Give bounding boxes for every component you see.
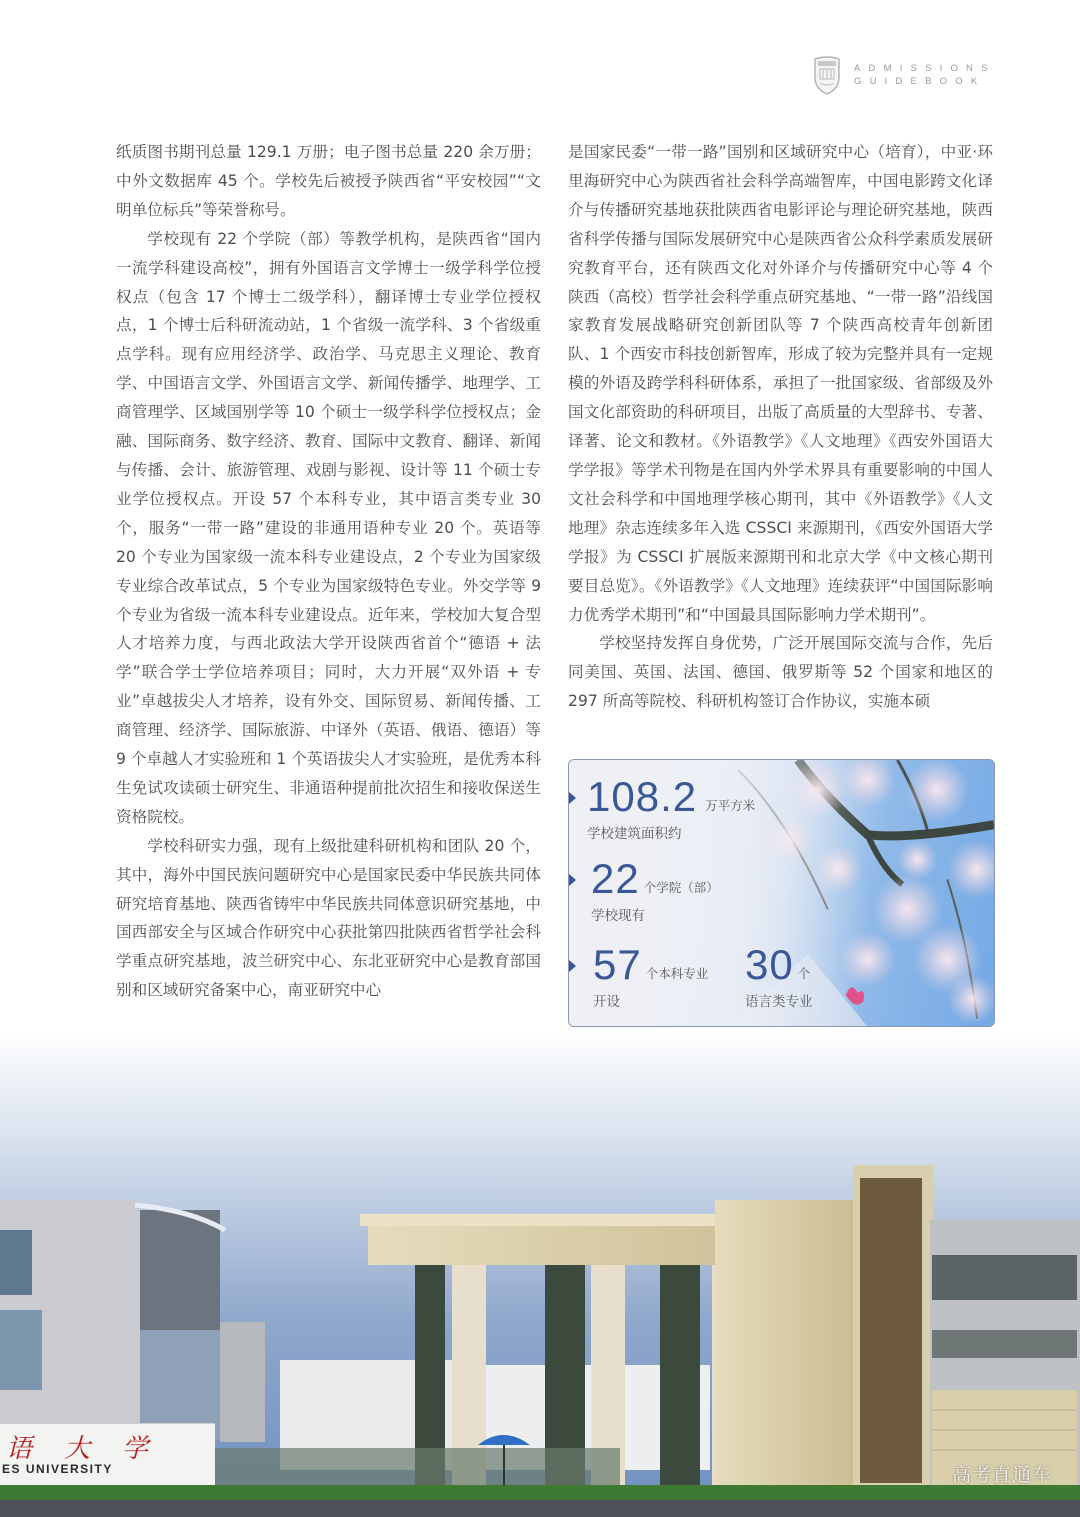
paragraph-academics: 学校现有 22 个学院（部）等教学机构，是陕西省“国内一流学科建设高校”，拥有外国语言文学博士一级学科学位授权点（包含 17 个博士二级学科），翻译博士专业学位授权点，1 个博士后科研流动站，1 个省级一流学科、3 个省级重点学科。现有应用经济学、政治学、马克思主义理论、教育学、中国语言文学、外国语言文学、新闻传播学、地理学、工商管理学、区域国别学等 10 个硕士一级学科学位授权点；金融、国际商务、数字经济、教育、国际中文教育、翻译、新闻与传播、会计、旅游管理、戏剧与影视、设计等 11 个硕士专业学位授权点。开设 57 个本科专业，其中语言类专业 30 个，服务“一带一路”建设的非通用语种专业 20 个。英语等 20 个专业为国家级一流本科专业建设点，2 个专业为国家级专业综合改革试点，5 个专业为国家级特色专业。外交学等 9 个专业为省级一流本科专业建设点。近年来，学校加大复合型人才培养力度，与西北政法大学开设陕西省首个“德语 + 法学”联合学士学位培养项目；同时，大力开展“双外语 + 专业”卓越拔尖人才培养，设有外交、国际贸易、新闻传播、工商管理、经济学、国际旅游、中译外（英语、俄语、德语）等 9 个卓越人才实验班和 1 个英语拔尖人才实验班，是优秀本科生免试攻读硕士研究生、非通语种提前批次招生和接收保送生资格院校。 bbox=[116, 229, 541, 826]
left-text-column bbox=[116, 138, 541, 1005]
stat-building-area bbox=[587, 773, 756, 842]
stat-unit: 万平方米 bbox=[705, 798, 756, 813]
header-line-admissions: ADMISSIONS bbox=[854, 63, 996, 74]
paragraph-research: 学校科研实力强，现有上级批建科研机构和团队 20 个，其中，海外中国民族问题研究中心是国家民委中华民族共同体研究培育基地、陕西省铸牢中华民族共同体意识研究基地，中国西部安全与区域合作研究中心获批第四批陕西省哲学社会科学重点研究基地，波兰研究中心、东北亚研究中心是教育部国别和区域研究备案中心，南亚研究中心 bbox=[116, 836, 541, 1000]
university-crest-icon bbox=[812, 55, 842, 95]
header-line-guidebook: GUIDEBOOK bbox=[854, 76, 986, 87]
stat-value: 30 bbox=[745, 941, 794, 988]
stat-unit: 个学院（部） bbox=[643, 880, 719, 895]
stat-value: 22 bbox=[591, 855, 640, 902]
sign-chinese-text: 语大学 bbox=[6, 1434, 181, 1464]
stat-label: 学校现有 bbox=[591, 908, 645, 924]
stats-panel bbox=[568, 759, 995, 1027]
campus-gate-photo bbox=[0, 1030, 1080, 1517]
stat-undergrad-majors bbox=[593, 941, 709, 1010]
stat-label: 开设 bbox=[593, 994, 620, 1010]
stat-marker-icon bbox=[569, 792, 576, 804]
sign-english-text: ES UNIVERSITY bbox=[2, 1462, 113, 1476]
stat-language-majors bbox=[745, 941, 813, 1010]
watermark-text: 高考直通车 bbox=[951, 1464, 1052, 1486]
paragraph-international: 学校坚持发挥自身优势，广泛开展国际交流与合作，先后同美国、英国、法国、德国、俄罗斯等 52 个国家和地区的 297 所高等院校、科研机构签订合作协议，实施本硕 bbox=[568, 634, 993, 711]
paragraph-library: 纸质图书期刊总量 129.1 万册；电子图书总量 220 余万册；中外文数据库 45 个。学校先后被授予陕西省“平安校园”“文明单位标兵”等荣誉称号。 bbox=[116, 143, 541, 219]
paragraph-research-continued: 是国家民委“一带一路”国别和区域研究中心（培育），中亚·环里海研究中心为陕西省社会科学高端智库，中国电影跨文化译介与传播研究基地获批陕西省电影评论与理论研究基地，陕西省科学传播与国际发展研究中心是陕西省公众科学素质发展研究教育平台，还有陕西文化对外译介与传播研究中心等 4 个陕西（高校）哲学社会科学重点研究基地、“一带一路”沿线国家教育发展战略研究创新团队等 7 个陕西高校青年创新团队、1 个西安市科技创新智库，形成了较为完整并具有一定规模的外语及跨学科科研体系，承担了一批国家级、省部级及外国文化部资助的科研项目，出版了高质量的大型辞书、专著、译著、论文和教材。《外语教学》《人文地理》《西安外国语大学学报》等学术刊物是在国内外学术界具有重要影响的中国人文社会科学和中国地理学核心期刊，其中《外语教学》《人文地理》杂志连续多年入选 CSSCI 来源期刊，《西安外国语大学学报》为 CSSCI 扩展版来源期刊和北京大学《中文核心期刊要目总览》。《外语教学》《人文地理》连续获评“中国国际影响力优秀学术期刊”和“中国最具国际影响力学术期刊”。 bbox=[568, 143, 993, 624]
stat-unit: 个 bbox=[797, 966, 811, 981]
university-sign bbox=[0, 1423, 215, 1485]
stat-label: 语言类专业 bbox=[745, 994, 813, 1010]
stat-colleges bbox=[591, 855, 719, 924]
stat-unit: 个本科专业 bbox=[645, 966, 709, 981]
right-text-column bbox=[568, 138, 993, 716]
page-header bbox=[812, 55, 996, 95]
stat-value: 57 bbox=[593, 941, 642, 988]
stat-label: 学校建筑面积约 bbox=[587, 826, 682, 842]
stat-value: 108.2 bbox=[587, 773, 698, 820]
stat-marker-icon bbox=[569, 874, 576, 886]
stat-marker-icon bbox=[569, 960, 576, 972]
